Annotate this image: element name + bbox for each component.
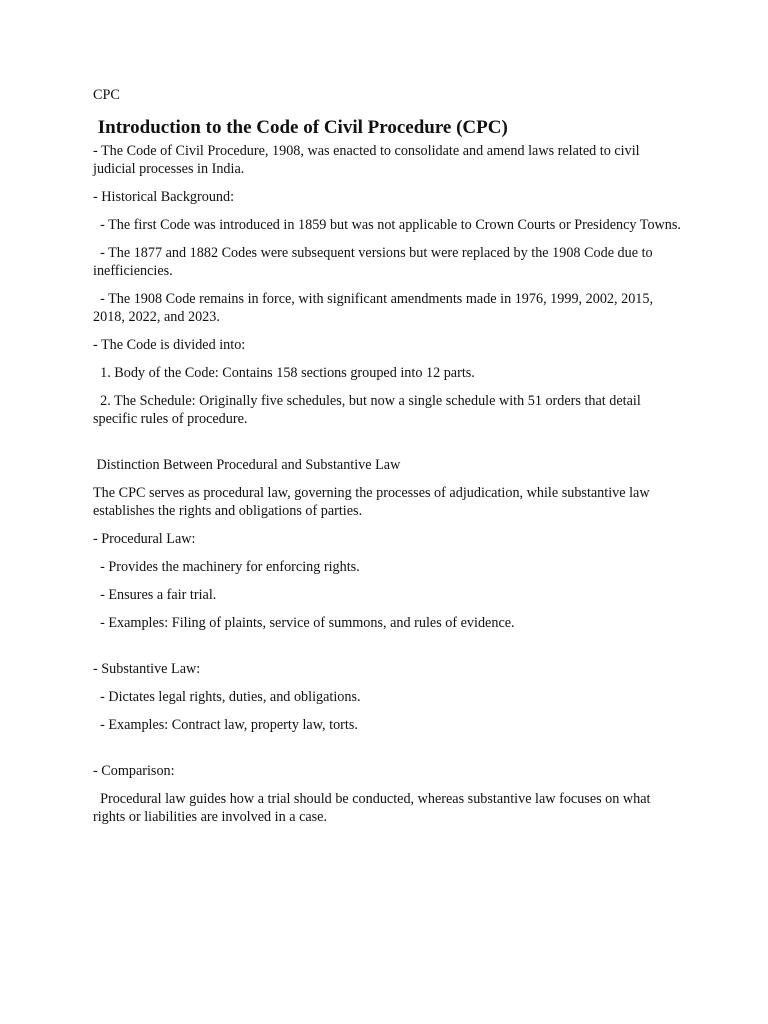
doc-title: Introduction to the Code of Civil Procedure (CPC) xyxy=(93,117,508,138)
substantive-law-heading: - Substantive Law: xyxy=(93,661,201,677)
procedural-law-heading: - Procedural Law: xyxy=(93,531,196,547)
substantive-law-item: - Examples: Contract law, property law, torts. xyxy=(93,717,358,733)
paragraph-body-of-code: 1. Body of the Code: Contains 158 sections grouped into 12 parts. xyxy=(93,365,475,381)
procedural-law-item: - Examples: Filing of plaints, service of summons, and rules of evidence. xyxy=(93,615,515,631)
procedural-law-item: - Provides the machinery for enforcing rights. xyxy=(93,559,360,575)
paragraph-1908-code: - The 1908 Code remains in force, with significant amendments made in 1976, 1999, 2002, 2015, 2018, 2022, and 2023. xyxy=(93,291,657,325)
paragraph-1877-1882-codes: - The 1877 and 1882 Codes were subsequent versions but were replaced by the 1908 Code due to inefficiencies. xyxy=(93,245,657,279)
procedural-law-item: - Ensures a fair trial. xyxy=(93,587,217,603)
section-heading-distinction: Distinction Between Procedural and Substantive Law xyxy=(93,457,401,473)
paragraph-historical-background: - Historical Background: xyxy=(93,189,235,205)
substantive-law-item: - Dictates legal rights, duties, and obligations. xyxy=(93,689,361,705)
paragraph-first-code: - The first Code was introduced in 1859 but was not applicable to Crown Courts or Presidency Towns. xyxy=(93,217,681,233)
paragraph-cpc-procedural-law: The CPC serves as procedural law, governing the processes of adjudication, while substantive law establishes the rights and obligations of parties. xyxy=(93,485,654,519)
comparison-text: Procedural law guides how a trial should be conducted, whereas substantive law focuses on what rights or liabilities are involved in a case. xyxy=(93,791,655,825)
spacer xyxy=(93,642,683,660)
spacer xyxy=(93,744,683,762)
paragraph-code-division: - The Code is divided into: xyxy=(93,337,246,353)
spacer xyxy=(93,438,683,456)
comparison-heading: - Comparison: xyxy=(93,763,175,779)
paragraph-schedule: 2. The Schedule: Originally five schedules, but now a single schedule with 51 orders that detail specific rules of procedure. xyxy=(93,393,645,427)
paragraph-enactment: - The Code of Civil Procedure, 1908, was enacted to consolidate and amend laws related to civil judicial processes in India. xyxy=(93,143,644,177)
document-page xyxy=(93,86,683,836)
doc-label: CPC xyxy=(93,87,120,103)
